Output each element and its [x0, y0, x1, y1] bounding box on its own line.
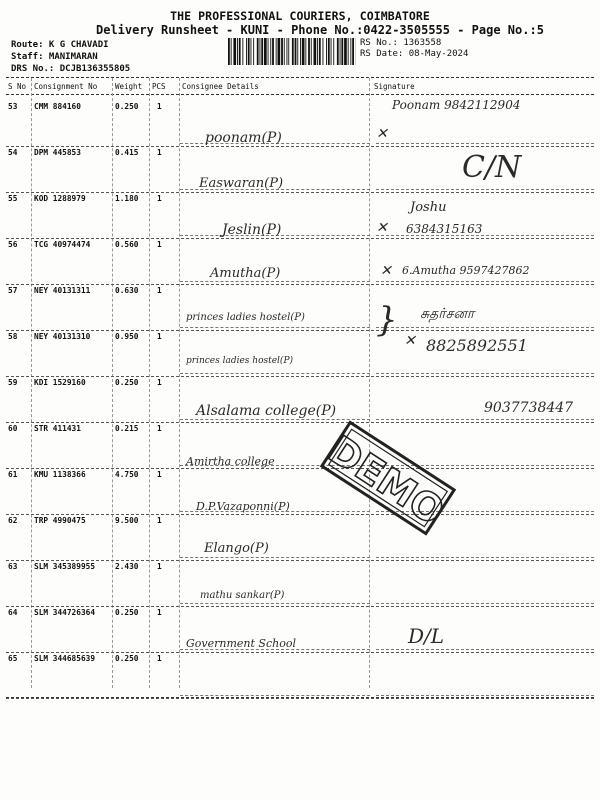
consignment-cell: TCG 40974474 [34, 240, 91, 249]
runsheet-subtitle: Delivery Runsheet - KUNI - Phone No.:0422-3505555 - Page No.:5 [96, 23, 544, 37]
barcode-bar [317, 38, 318, 65]
consignee-handwriting: Elango(P) [204, 541, 269, 556]
pcs-cell: 1 [157, 562, 162, 571]
weight-cell: 0.250 [115, 102, 139, 111]
weight-cell: 0.250 [115, 608, 139, 617]
barcode-bar [292, 38, 294, 65]
rs-number: RS No.: 1363558 [360, 38, 442, 48]
signature-handwriting: சுதர்சனா [420, 306, 475, 322]
sno-cell: 55 [8, 194, 18, 203]
barcode-bar [272, 38, 274, 65]
barcode-bar [261, 38, 263, 65]
signature-handwriting: 8825892551 [426, 336, 528, 355]
barcode-bar [337, 38, 339, 65]
barcode-bar [287, 38, 288, 65]
barcode-bar [278, 38, 281, 65]
barcode-bar [284, 38, 285, 65]
barcode-bar [264, 38, 267, 65]
col-header-consignment: Consignment No [34, 82, 98, 91]
sno-cell: 57 [8, 286, 18, 295]
table-end-rule [6, 697, 594, 698]
barcode-bar [268, 38, 269, 65]
barcode-bar [276, 38, 277, 65]
sno-cell: 53 [8, 102, 18, 111]
signature-handwriting: 9037738447 [484, 400, 574, 416]
consignee-handwriting: D.P.Vazaponni(P) [196, 500, 290, 513]
consignment-cell: KOD 1288979 [34, 194, 86, 203]
consignee-underline [180, 695, 370, 696]
consignment-cell: SLM 345389955 [34, 562, 96, 571]
consignment-cell: SLM 344685639 [34, 654, 96, 663]
barcode-bar [331, 38, 332, 65]
col-header-sno: S No [8, 82, 27, 91]
barcode-bar [350, 38, 351, 65]
sno-cell: 61 [8, 470, 18, 479]
col-header-signature: Signature [374, 82, 415, 91]
sno-cell: 65 [8, 654, 18, 663]
cross-mark: ✕ [380, 263, 392, 279]
weight-cell: 0.250 [115, 378, 139, 387]
sno-cell: 54 [8, 148, 18, 157]
consignee-handwriting: Amirtha college [186, 455, 275, 468]
barcode-bar [352, 38, 354, 65]
signature-handwriting: C/N [462, 150, 522, 185]
sno-cell: 63 [8, 562, 18, 571]
sno-cell: 62 [8, 516, 18, 525]
barcode-bar [295, 38, 297, 65]
pcs-cell: 1 [157, 286, 162, 295]
barcode-bar [246, 38, 247, 65]
barcode-bar [300, 38, 301, 65]
header-rule-top [6, 77, 594, 78]
weight-cell: 0.630 [115, 286, 139, 295]
consignee-handwriting: princes ladies hostel(P) [186, 356, 294, 366]
consignment-cell: STR 411431 [34, 424, 81, 433]
consignment-cell: KDI 1529160 [34, 378, 86, 387]
cross-mark: ✕ [376, 220, 388, 236]
consignment-cell: TRP 4990475 [34, 516, 86, 525]
sno-cell: 58 [8, 332, 18, 341]
barcode-bar [348, 38, 349, 65]
consignment-cell: NEY 40131310 [34, 332, 91, 341]
weight-cell: 2.430 [115, 562, 139, 571]
sno-cell: 59 [8, 378, 18, 387]
demo-stamp [318, 418, 458, 538]
barcode-bar [333, 38, 334, 65]
weight-cell: 1.180 [115, 194, 139, 203]
weight-cell: 0.950 [115, 332, 139, 341]
barcode-bar [302, 38, 305, 65]
pcs-cell: 1 [157, 424, 162, 433]
demo-stamp-text: DEMO [320, 427, 452, 534]
pcs-cell: 1 [157, 240, 162, 249]
consignment-cell: CMM 884160 [34, 102, 81, 111]
pcs-cell: 1 [157, 102, 162, 111]
consignee-handwriting: Jeslin(P) [222, 222, 282, 238]
barcode-bar [288, 38, 289, 65]
barcode-bar [257, 38, 259, 65]
signature-handwriting: 6.Amutha 9597427862 [402, 264, 530, 277]
barcode-bar [323, 38, 324, 65]
cross-mark: ✕ [376, 126, 388, 142]
weight-cell: 0.250 [115, 654, 139, 663]
consignee-handwriting: princes ladies hostel(P) [186, 312, 305, 323]
barcode-bar [253, 38, 254, 65]
company-title: THE PROFESSIONAL COURIERS, COIMBATORE [170, 9, 430, 23]
barcode-bar [311, 38, 312, 65]
consignee-handwriting: Alsalama college(P) [196, 403, 337, 419]
col-header-weight: Weight [115, 82, 143, 91]
consignment-cell: KMU 1138366 [34, 470, 86, 479]
barcode-bar [328, 38, 330, 65]
consignee-handwriting: mathu sankar(P) [200, 590, 285, 601]
signature-handwriting: D/L [408, 624, 445, 648]
weight-cell: 0.415 [115, 148, 139, 157]
handwritten-initials: Joshu [410, 200, 447, 215]
barcode-bar [297, 38, 298, 65]
col-header-consignee: Consignee Details [182, 82, 259, 91]
sno-cell: 60 [8, 424, 18, 433]
barcode-bar [233, 38, 236, 65]
barcode-bar [340, 38, 341, 65]
barcode-bar [248, 38, 250, 65]
pcs-cell: 1 [157, 516, 162, 525]
weight-cell: 9.500 [115, 516, 139, 525]
staff-label: Staff: MANIMARAN [11, 52, 98, 62]
pcs-cell: 1 [157, 470, 162, 479]
sno-cell: 56 [8, 240, 18, 249]
pcs-cell: 1 [157, 194, 162, 203]
barcode-bar [308, 38, 310, 65]
cross-mark: ✕ [404, 333, 416, 349]
signature-underline [376, 695, 594, 696]
pcs-cell: 1 [157, 608, 162, 617]
brace-mark: } [376, 300, 398, 340]
pcs-cell: 1 [157, 148, 162, 157]
barcode-bar [281, 38, 283, 65]
rs-date: RS Date: 08-May-2024 [360, 49, 469, 59]
header-rule-bottom [6, 94, 594, 95]
barcode-bar [237, 38, 238, 65]
pcs-cell: 1 [157, 332, 162, 341]
consignee-handwriting: Easwaran(P) [199, 176, 284, 191]
barcode-bar [344, 38, 347, 65]
signature-handwriting: 6384315163 [406, 222, 483, 236]
pcs-cell: 1 [157, 378, 162, 387]
barcode-bar [314, 38, 317, 65]
col-header-pcs: PCS [152, 82, 166, 91]
pcs-cell: 1 [157, 654, 162, 663]
consignment-cell: SLM 344726364 [34, 608, 96, 617]
weight-cell: 0.215 [115, 424, 139, 433]
sno-cell: 64 [8, 608, 18, 617]
barcode-bar [260, 38, 261, 65]
consignee-handwriting: Amutha(P) [210, 266, 281, 281]
drs-number: DRS No.: DCJB136355805 [11, 64, 131, 74]
barcode-bar [239, 38, 241, 65]
consignee-handwriting: Government School [186, 637, 296, 650]
barcode-bar [228, 38, 230, 65]
barcode-bar [319, 38, 321, 65]
barcode-bar [305, 38, 306, 65]
barcode-bar [341, 38, 343, 65]
route-label: Route: K G CHAVADI [11, 40, 109, 50]
consignment-cell: DPM 445853 [34, 148, 81, 157]
signature-handwriting: Poonam 9842112904 [392, 98, 521, 112]
barcode-bar [251, 38, 252, 65]
barcode-bar [242, 38, 243, 65]
consignment-cell: NEY 40131311 [34, 286, 91, 295]
barcode-image [228, 38, 356, 65]
weight-cell: 0.560 [115, 240, 139, 249]
row-divider [6, 698, 594, 699]
barcode-bar [231, 38, 232, 65]
barcode-bar [270, 38, 271, 65]
barcode-bar [326, 38, 327, 65]
consignee-handwriting: poonam(P) [205, 130, 282, 146]
weight-cell: 4.750 [115, 470, 139, 479]
